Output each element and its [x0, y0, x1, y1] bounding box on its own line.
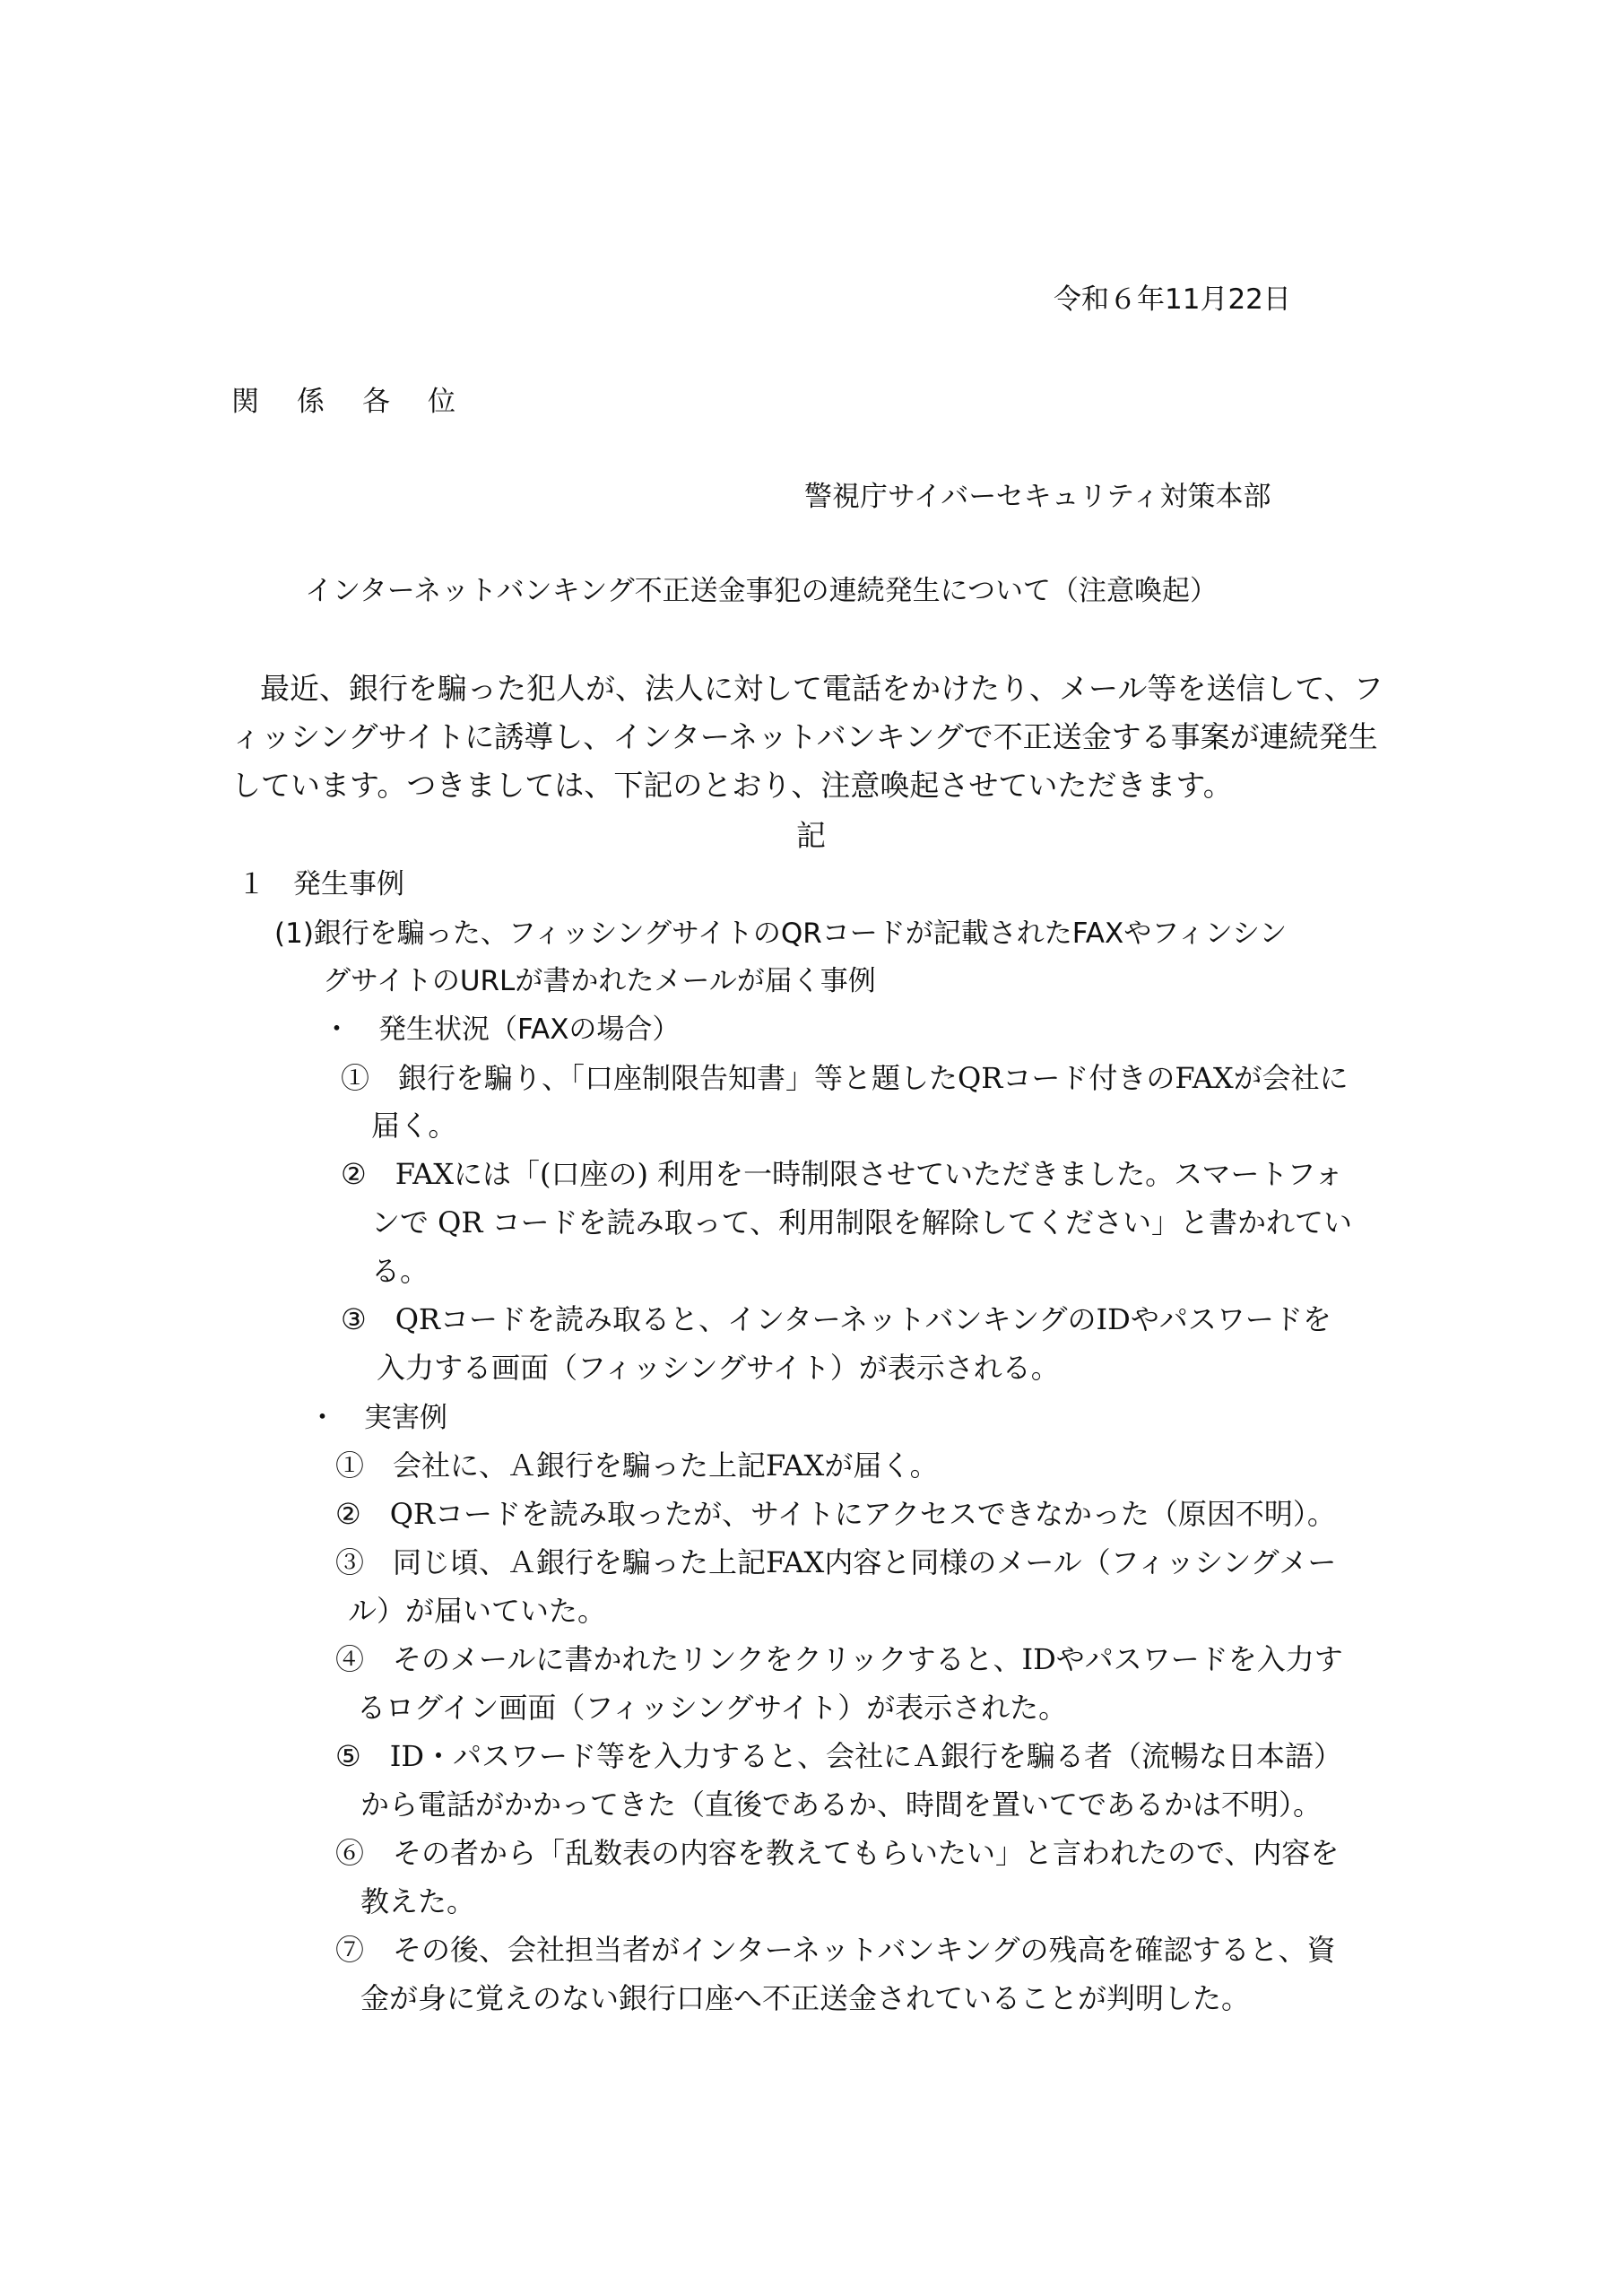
intro-line-2: ィッシングサイトに誘導し、インターネットバンキングで不正送金する事案が連続発生: [231, 719, 1378, 754]
damage-item-4-line-2: るログイン画面（フィッシングサイト）が表示された。: [357, 1691, 1068, 1725]
situation-item-1-line-1: ① 銀行を騙り、「口座制限告知書」等と題したQRコード付きのFAXが会社に: [341, 1061, 1349, 1095]
situation-item-3-line-2: 入力する画面（フィッシングサイト）が表示される。: [377, 1351, 1060, 1385]
intro-line-1: 最近、銀行を騙った犯人が、法人に対して電話をかけたり、メール等を送信して、フ: [260, 671, 1383, 706]
damage-item-2: ② QRコードを読み取ったが、サイトにアクセスできなかった（原因不明）。: [335, 1497, 1336, 1531]
damage-item-1: ① 会社に、Ａ銀行を騙った上記FAXが届く。: [335, 1448, 939, 1483]
document-date: 令和６年11月22日: [1054, 283, 1291, 316]
damage-item-4-line-1: ④ そのメールに書かれたリンクをクリックすると、IDやパスワードを入力す: [335, 1642, 1343, 1676]
damage-item-6-line-2: 教えた。: [360, 1884, 476, 1918]
situation-item-3-line-1: ③ QRコードを読み取ると、インターネットバンキングのIDやパスワードを: [341, 1302, 1331, 1336]
damage-item-3-line-2: ル）が届いていた。: [348, 1594, 607, 1628]
ki-heading: 記: [796, 818, 826, 853]
damage-item-6-line-1: ⑥ その者から「乱数表の内容を教えてもらいたい」と言われたので、内容を: [335, 1836, 1340, 1870]
situation-heading: ・ 発生状況（FAXの場合）: [323, 1013, 681, 1046]
case-heading-line-1: (1)銀行を騙った、フィッシングサイトのQRコードが記載されたFAXやフィンシン: [274, 918, 1288, 950]
situation-item-1-line-2: 届く。: [371, 1109, 457, 1143]
addressee: 関係各位: [231, 386, 493, 418]
situation-item-2-line-1: ② FAXには「(口座の) 利用を一時制限させていただきました。スマートフォ: [341, 1157, 1343, 1191]
section-heading: １ 発生事例: [238, 868, 404, 900]
sender: 警視庁サイバーセキュリティ対策本部: [804, 481, 1271, 513]
situation-item-2-line-2: ンで QR コードを読み取って、利用制限を解除してください」と書かれてい: [371, 1205, 1353, 1239]
damage-item-7-line-1: ⑦ その後、会社担当者がインターネットバンキングの残高を確認すると、資: [335, 1933, 1336, 1967]
intro-line-3: しています。つきましては、下記のとおり、注意喚起させていただきます。: [231, 768, 1233, 803]
damage-item-5-line-2: から電話がかかってきた（直後であるか、時間を置いてであるかは不明）。: [360, 1787, 1323, 1822]
damage-heading: ・ 実害例: [308, 1402, 447, 1434]
case-heading-line-2: グサイトのURLが書かれたメールが届く事例: [323, 965, 876, 997]
damage-item-3-line-1: ③ 同じ頃、Ａ銀行を騙った上記FAX内容と同様のメール（フィッシングメー: [335, 1545, 1337, 1579]
damage-item-5-line-1: ⑤ ID・パスワード等を入力すると、会社にＡ銀行を騙る者（流暢な日本語）: [335, 1739, 1342, 1773]
situation-item-2-line-3: る。: [371, 1254, 429, 1288]
document-title: インターネットバンキング不正送金事犯の連続発生について（注意喚起）: [305, 575, 1219, 607]
damage-item-7-line-2: 金が身に覚えのない銀行口座へ不正送金されていることが判明した。: [360, 1981, 1251, 2015]
